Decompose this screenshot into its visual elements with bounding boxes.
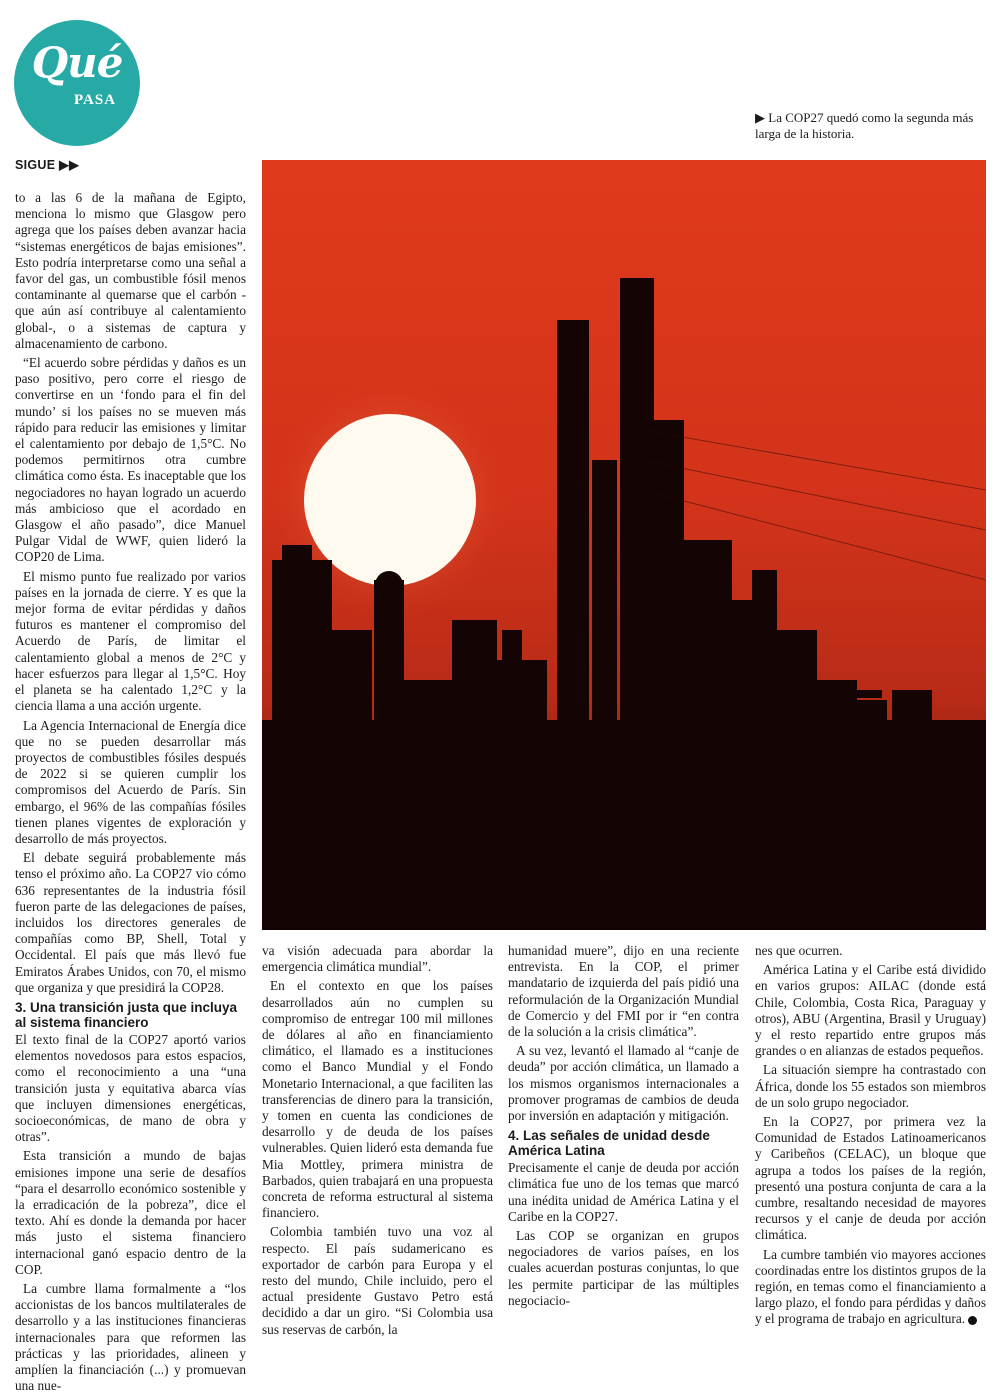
paragraph: Esta transición a mundo de bajas emisiones impone una serie de desafíos “para el desarrollo económico sostenible y la erradicación de la pobreza”, dice el texto. Ahí es donde la demanda por hacer más justo el sistema financiero internacional ganó espacio dentro de la COP. bbox=[15, 1148, 246, 1277]
paragraph: to a las 6 de la mañana de Egipto, menciona lo mismo que Glasgow pero agrega que los países deben avanzar hacia “sistemas energéticos de bajas emisiones”. Esto podría interpretarse como una señal a favor del gas, un combustible fósil menos contaminante al quemarse que el carbón -que aún así contribuye al calentamiento global-, o a sistemas de captura y almacenamiento de carbono. bbox=[15, 190, 246, 351]
section-logo bbox=[14, 20, 140, 146]
paragraph: Precisamente el canje de deuda por acción climática fue uno de los temas que marcó una inédita unidad de América Latina y el Caribe en la COP27. bbox=[508, 1160, 739, 1224]
logo-sub-text: PASA bbox=[74, 92, 117, 108]
paragraph: La cumbre llama formalmente a “los accionistas de los bancos multilaterales de desarrollo y a las instituciones financieras internacionales para que reformen las prácticas y las prioridades, alineen y amplíen la financiación (...) y promuevan una nue- bbox=[15, 1281, 246, 1394]
photo-illustration bbox=[262, 160, 986, 930]
paragraph: El texto final de la COP27 aportó varios elementos novedosos para estos espacios, como el reconocimiento a una “una transición justa y equitativa abarca vías que incluyen dimensiones energéticas, socioeconómicas, de mano de obra y otras”. bbox=[15, 1031, 246, 1145]
article-column-2 bbox=[262, 943, 493, 1341]
article-column-1 bbox=[15, 190, 246, 1397]
paragraph-final bbox=[755, 1247, 986, 1328]
paragraph: América Latina y el Caribe está dividido en varios grupos: AILAC (donde está Chile, Colombia, Costa Rica, Paraguay y otros), ABU (Argentina, Brasil y Uruguay) y el resto repartido entre grupos más grandes o en alianzas de estados pequeños. bbox=[755, 962, 986, 1059]
paragraph: El debate seguirá probablemente más tenso el próximo año. La COP27 vio cómo 636 representantes de la industria fósil fueron parte de las delegaciones de países, incluidos los directores generales de compañías como BP, Shell, Total y Occidental. El país que más llevó fue Emiratos Árabes Unidos, con 70, el mismo que organiza y que presidirá la COP28. bbox=[15, 850, 246, 995]
end-of-article-icon bbox=[968, 1316, 977, 1325]
paragraph: va visión adecuada para abordar la emergencia climática mundial”. bbox=[262, 943, 493, 975]
section-heading-4: 4. Las señales de unidad desde América Latina bbox=[508, 1128, 710, 1159]
paragraph: “El acuerdo sobre pérdidas y daños es un paso positivo, pero corre el riesgo de convertirse en un ‘fondo para el fin del mundo’ si los países no se mueven más rápido para reducir las emisiones y limitar el calentamiento por debajo de 1,5°C. No podemos permitirnos otra cumbre climática como ésta. Es inaceptable que los negociadores no hayan logrado un acuerdo más ambicioso que el acordado en Glasgow el año pasado”, dice Manuel Pulgar Vidal de WWF, quien lideró la COP20 de Lima. bbox=[15, 355, 246, 565]
paragraph: Colombia también tuvo una voz al respecto. El país sudamericano es exportador de carbón para Europa y el resto del mundo, Chile incluido, pero el actual presidente Gustavo Petro está decidido a dar un giro. “Si Colombia usa sus reservas de carbón, la bbox=[262, 1224, 493, 1337]
article-column-3 bbox=[508, 943, 739, 1312]
section-heading-3: 3. Una transición justa que incluya al sistema financiero bbox=[15, 999, 238, 1030]
photo-caption: ▶ La COP27 quedó como la segunda más larga de la historia. bbox=[755, 110, 974, 141]
paragraph: humanidad muere”, dijo en una reciente entrevista. En la COP, el primer mandatario de izquierda del país pidió una reformulación de la Organización Mundial de Comercio y del FMI por ir “en contra de la solución a la crisis climática”. bbox=[508, 943, 739, 1040]
paragraph: Las COP se organizan en grupos negociadores de varios países, en los cuales acuerdan posturas conjuntas, lo que les permite participar de las múltiples negociacio- bbox=[508, 1228, 739, 1308]
paragraph: La situación siempre ha contrastado con África, donde los 55 estados son miembros de un solo grupo negociador. bbox=[755, 1062, 986, 1110]
paragraph: La Agencia Internacional de Energía dice que no se pueden desarrollar más proyectos de combustibles fósiles después de 2022 si se quieren cumplir los compromisos del Acuerdo de París. Sin embargo, el 96% de las compañías fósiles tienen planes vigentes de exploración y desarrollo de más proyectos. bbox=[15, 717, 246, 846]
paragraph-text: La cumbre también vio mayores acciones coordinadas entre los distintos grupos de la región, en temas como el financiamiento a largo plazo, el fondo para pérdidas y daños y el programa de trabajo en agricultura. bbox=[755, 1246, 986, 1327]
article-column-4 bbox=[755, 943, 986, 1331]
continuation-marker: SIGUE ▶▶ bbox=[15, 158, 79, 172]
refinery-sunset-photo bbox=[262, 160, 986, 930]
paragraph: En el contexto en que los países desarrollados aún no cumplen su compromiso de entregar 100 mil millones de dólares al año en financiamiento climático, el llamado es a instituciones como el Banco Mundial y el Fondo Monetario Internacional, a que faciliten las transferencias de dinero para la transición, y tomen en cuenta las condiciones de desarrollo y de deuda de los países vulnerables. Quien lideró esta demanda fue Mia Mottley, primera ministra de Barbados, quien trabajará en una propuesta concreta de reforma estructural al sistema financiero. bbox=[262, 978, 493, 1221]
paragraph: El mismo punto fue realizado por varios países en la jornada de cierre. Y es que la mejor forma de evitar pérdidas y daños futuros es mantener el compromiso del Acuerdo de París, de limitar el calentamiento global a menos de 2°C y hacer esfuerzos para llegar al 1,5°C. Hoy el planeta se ha calentado 1,2°C y la ciencia llama a una acción urgente. bbox=[15, 568, 246, 714]
paragraph: A su vez, levantó el llamado al “canje de deuda” por acción climática, un llamado a los mismos organismos internacionales a promover programas de cambios de deuda por inversión en adaptación y mitigación. bbox=[508, 1043, 739, 1124]
paragraph: nes que ocurren. bbox=[755, 943, 843, 958]
logo-main-text: Qué bbox=[31, 38, 123, 87]
paragraph: En la COP27, por primera vez la Comunidad de Estados Latinoamericanos y Caribeños (CELAC), un bloque que agrupa a todos los países de la región, presentó una postura conjunta de cara a la cumbre, resaltando necesidad de mayores recursos y el canje de deuda por acción climática. bbox=[755, 1114, 986, 1243]
